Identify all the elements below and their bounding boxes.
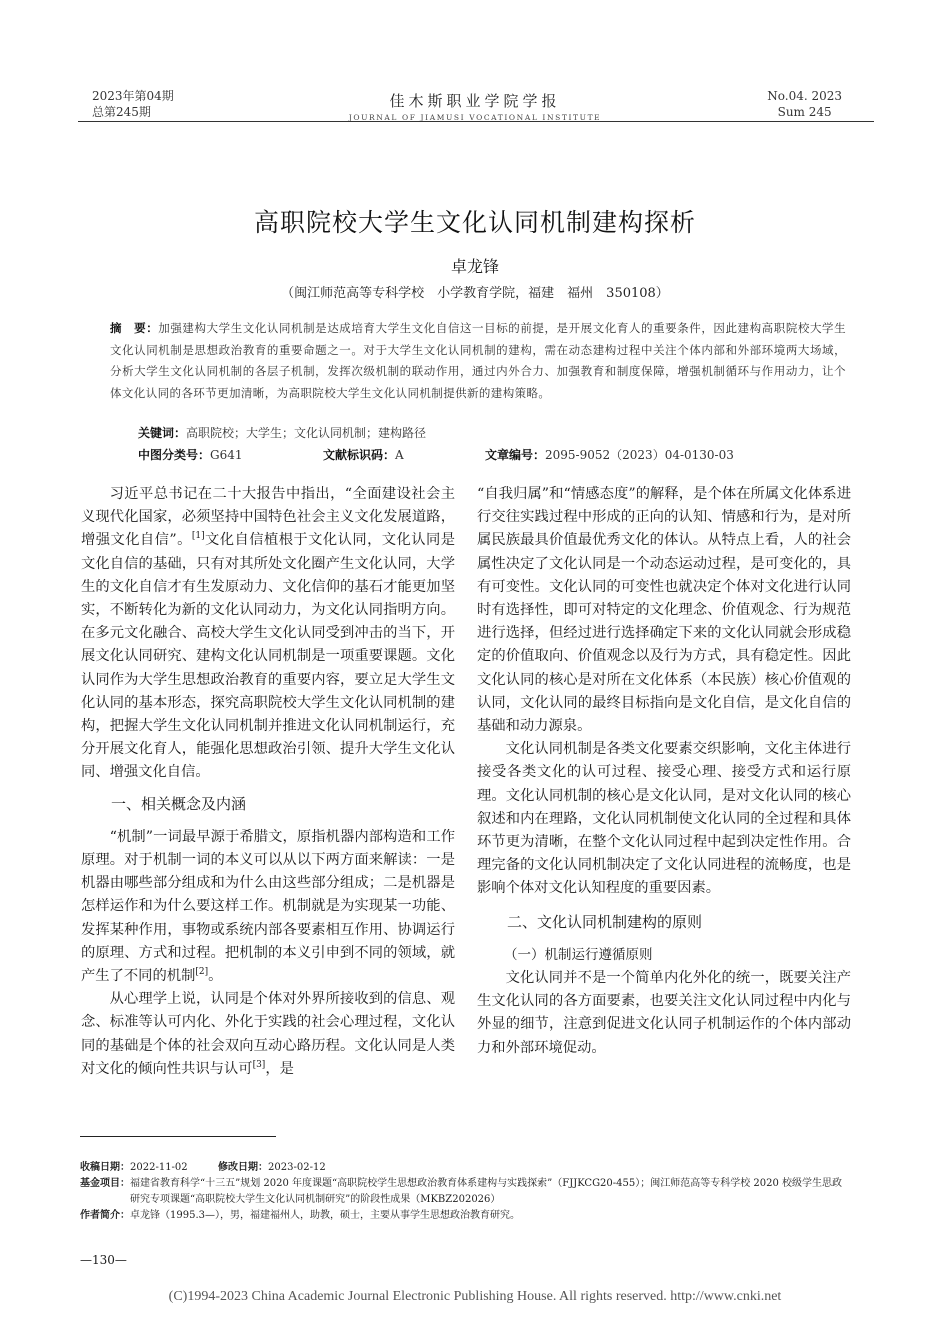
- dates-row: 收稿日期：2022-11-02 修改日期：2023-02-12: [80, 1162, 326, 1173]
- fund-row: 基金项目： 福建省教育科学“十三五”规划 2020 年度课题“高职院校学生思想政治教育体系建构与实践探索”（FJJKCG20-455）；闽江师范高等专科学校 2020 校级学生思政研究专项课题“高职院校大学生文化认同机制研究”的阶段性成果（MKBZ202026）: [80, 1176, 850, 1208]
- body-paragraph: “机制”一词最早源于希腊文，原指机器内部构造和工作原理。对于机制一词的本义可以从以下两方面来解读：一是机器由哪些部分组成和为什么由这些部分组成；二是机器是怎样运作和为什么要这样工作。机制就是为实现某一功能、发挥某种作用，事物或系统内部各要素相互作用、协调运行的原理、方式和过程。把机制的本义引申到不同的领域，就产生了不同的机制[2]。: [81, 828, 455, 985]
- section-heading: 一、相关概念及内涵: [111, 794, 247, 813]
- body-paragraph: 从心理学上说，认同是个体对外界所接收到的信息、观念、标准等认可内化、外化于实践的社会心理过程，文化认同的基础是个体的社会双向互动心路历程。文化认同是人类对文化的倾向性共识与认可[3]，是: [81, 991, 455, 1077]
- right-column: [477, 483, 851, 1060]
- clc-value: G641: [210, 448, 243, 462]
- article-no-value: 2095-9052（2023）04-0130-03: [545, 448, 734, 462]
- page-number: —130—: [80, 1253, 127, 1267]
- header-divider: [78, 121, 874, 122]
- abstract-label: 摘 要：: [110, 321, 159, 335]
- clc-label: 中图分类号：: [138, 448, 211, 462]
- issue-total: 总第245期: [92, 105, 151, 119]
- issue-no: No.04. 2023: [767, 89, 842, 103]
- footnote-divider: [80, 1136, 276, 1137]
- revised-date: 2023-02-12: [268, 1162, 326, 1173]
- body-paragraph: 文化认同并不是一个简单内化外化的统一，既要关注产生文化认同的各方面要素，也要关注文化认同过程中内化与外显的细节，注意到促进文化认同子机制运作的个体内部动力和外部环境促动。: [477, 970, 851, 1056]
- author-bio-row: 作者简介： 卓龙锋（1995.3—），男，福建福州人，助教，硕士，主要从事学生思想政治教育研究。: [80, 1208, 850, 1224]
- citation-ref: [1]: [191, 531, 205, 542]
- citation-ref: [3]: [252, 1060, 266, 1071]
- subsection-heading: （一）机制运行遵循原则: [504, 946, 653, 963]
- received-date: 2022-11-02: [130, 1162, 188, 1173]
- article-title: 高职院校大学生文化认同机制建构探析: [253, 208, 696, 237]
- body-paragraph: 文化认同机制是各类文化要素交织影响，文化主体进行接受各类文化的认可过程、接受心理、接受方式和运行原理。文化认同机制的核心是文化认同，是对文化认同的核心叙述和内在理路，文化认同机制使文化认同的全过程和具体环节更为清晰，在整个文化认同过程中起到决定性作用。合理完备的文化认同机制决定了文化认同进程的流畅度，也是影响个体对文化认知程度的重要因素。: [477, 741, 851, 897]
- section-heading: 二、文化认同机制建构的原则: [507, 912, 703, 931]
- keywords-text: 高职院校；大学生；文化认同机制；建构路径: [186, 426, 427, 440]
- journal-name-en: JOURNAL OF JIAMUSI VOCATIONAL INSTITUTE: [348, 113, 602, 122]
- keywords-label: 关键词：: [138, 426, 187, 440]
- abstract-text: 加强建构大学生文化认同机制是达成培育大学生文化自信这一目标的前提，是开展文化育人的重要条件，因此建构高职院校大学生文化认同机制是思想政治教育的重要命题之一。对于大学生文化认同机制的建构，需在动态建构过程中关注个体内部和外部环境两大场域，分析大学生文化认同机制的各层子机制，发挥次级机制的联动作用，通过内外合力、加强教育和制度保障，增强机制循环与作用动力，让个体文化认同的各环节更加清晰，为高职院校大学生文化认同机制提供新的建构策略。: [110, 321, 846, 400]
- abstract: [110, 318, 846, 404]
- issue-info: [92, 88, 174, 120]
- article-author: 卓龙锋: [450, 257, 499, 276]
- citation-ref: [2]: [195, 967, 209, 978]
- copyright-notice: (C)1994-2023 China Academic Journal Electronic Publishing House. All rights reserved. http://www.cnki.net: [168, 1289, 782, 1304]
- fund-text: 福建省教育科学“十三五”规划 2020 年度课题“高职院校学生思想政治教育体系建构与实践探索”（FJJKCG20-455）；闽江师范高等专科学校 2020 校级学生思政研究专项课题“高职院校大学生文化认同机制研究”的阶段性成果（MKBZ202026）: [130, 1178, 843, 1205]
- left-column: [81, 483, 455, 1081]
- author-affiliation: （闽江师范高等专科学校 小学教育学院，福建 福州 350108）: [281, 286, 669, 301]
- keywords: [138, 424, 426, 441]
- doc-code-value: A: [395, 448, 404, 462]
- issue-number: [767, 88, 842, 120]
- footnotes: [80, 1160, 850, 1224]
- doc-code-label: 文献标识码：: [323, 448, 396, 462]
- author-bio: 卓龙锋（1995.3—），男，福建福州人，助教，硕士，主要从事学生思想政治教育研究。: [130, 1210, 520, 1221]
- classification-row: [138, 446, 858, 463]
- body-paragraph: 习近平总书记在二十大报告中指出，“全面建设社会主义现代化国家，必须坚持中国特色社会主义文化发展道路，增强文化自信”。[1]文化自信植根于文化认同，文化认同是文化自信的基础，只有对其所处文化圈产生文化认同，大学生的文化自信才有生发原动力、文化信仰的基石才能更加坚实，不断转化为新的文化认同动力，为文化认同指明方向。在多元文化融合、高校大学生文化认同受到冲击的当下，开展文化认同研究、建构文化认同机制是一项重要课题。文化认同作为大学生思想政治教育的重要内容，要立足大学生文化认同的基本形态，探究高职院校大学生文化认同机制的建构，把握大学生文化认同机制并推进文化认同机制运行，充分开展文化育人，能强化思想政治引领、提升大学生文化认同、增强文化自信。: [81, 486, 456, 781]
- issue-sum: Sum 245: [777, 105, 832, 119]
- journal-name-cn: 佳木斯职业学院学报: [389, 92, 561, 110]
- body-paragraph: “自我归属”和“情感态度”的解释，是个体在所属文化体系进行交往实践过程中形成的正向的认知、情感和行为，是对所属民族最具价值最优秀文化的体认。从特点上看，人的社会属性决定了文化认同是一个动态运动过程，是可变化的，具有可变性。文化认同的可变性也就决定个体对文化进行认同时有选择性，即可对特定的文化理念、价值观念、行为规范进行选择，但经过进行选择确定下来的文化认同就会形成稳定的价值取向、价值观念以及行为方式，具有稳定性。因此文化认同的核心是对所在文化体系（本民族）核心价值观的认同，文化认同的最终目标指向是文化自信，是文化自信的基础和动力源泉。: [477, 486, 851, 735]
- issue-year: 2023年第04期: [92, 89, 174, 103]
- journal-name: [300, 90, 650, 122]
- article-no-label: 文章编号：: [485, 448, 546, 462]
